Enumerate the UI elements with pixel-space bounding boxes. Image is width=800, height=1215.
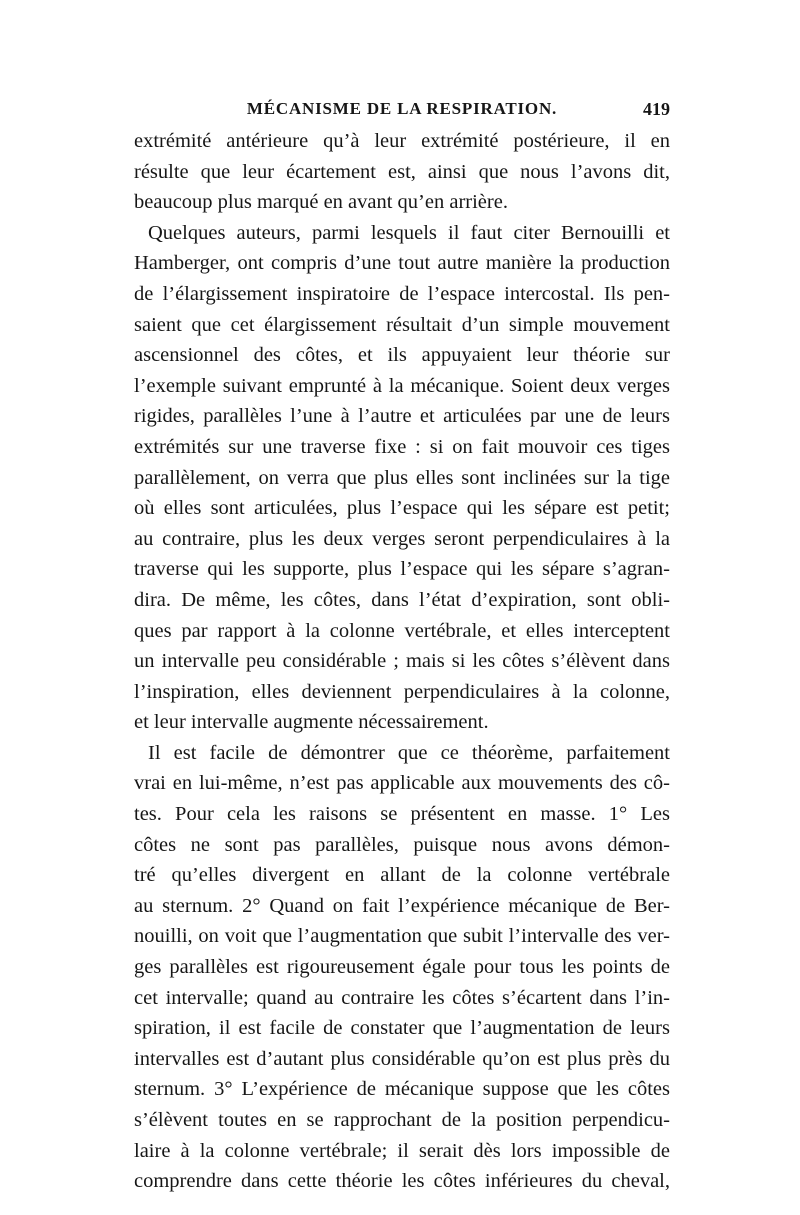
text-line: intervalles est d’autant plus considérable qu’on est plus près du — [134, 1047, 670, 1070]
text-line: comprendre dans cette théorie les côtes inférieures du cheval, — [134, 1170, 670, 1193]
text-line: de l’élargissement inspiratoire de l’espace intercostal. Ils pen- — [134, 282, 670, 305]
text-line: où elles sont articulées, plus l’espace qui les sépare est petit; — [134, 497, 670, 520]
text-line: l’inspiration, elles deviennent perpendiculaires à la colonne, — [134, 680, 670, 703]
running-header — [134, 97, 670, 123]
text-line: ascensionnel des côtes, et ils appuyaient leur théorie sur — [134, 344, 670, 367]
text-line: résulte que leur écartement est, ainsi que nous l’avons dit, — [134, 160, 670, 183]
text-line: extrémité antérieure qu’à leur extrémité postérieure, il en — [134, 130, 670, 152]
text-line: Il est facile de démontrer que ce théorème, parfaitement — [148, 741, 670, 764]
page-number: 419 — [643, 99, 670, 119]
text-line: l’exemple suivant emprunté à la mécanique. Soient deux verges — [134, 374, 670, 397]
text-line: au contraire, plus les deux verges seront perpendiculaires à la — [134, 527, 670, 550]
text-line: et leur intervalle augmente nécessairement. — [134, 711, 489, 734]
text-line: spiration, il est facile de constater que l’augmentation de leurs — [134, 1017, 670, 1040]
text-line: ges parallèles est rigoureusement égale pour tous les points de — [134, 956, 670, 979]
text-line: nouilli, on voit que l’augmentation que subit l’intervalle des ver- — [134, 925, 670, 948]
text-line: tré qu’elles divergent en allant de la colonne vertébrale — [134, 864, 670, 887]
text-line: Hamberger, ont compris d’une tout autre manière la production — [134, 252, 670, 275]
running-title: MÉCANISME DE LA RESPIRATION. — [246, 99, 558, 118]
text-line: côtes ne sont pas parallèles, puisque nous avons démon- — [134, 833, 670, 856]
text-line: Quelques auteurs, parmi lesquels il faut citer Bernouilli et — [148, 221, 670, 244]
text-line: parallèlement, on verra que plus elles sont inclinées sur la tige — [134, 466, 670, 489]
text-line: beaucoup plus marqué en avant qu’en arrière. — [134, 191, 508, 214]
text-line: traverse qui les supporte, plus l’espace qui les sépare s’agran- — [134, 558, 670, 581]
text-line: sternum. 3° L’expérience de mécanique suppose que les côtes — [134, 1078, 670, 1101]
text-line: au sternum. 2° Quand on fait l’expérience mécanique de Ber- — [134, 894, 670, 917]
text-line: rigides, parallèles l’une à l’autre et articulées par une de leurs — [134, 405, 670, 428]
text-line: saient que cet élargissement résultait d’un simple mouvement — [134, 313, 670, 336]
text-line: extrémités sur une traverse fixe : si on fait mouvoir ces tiges — [134, 435, 670, 458]
text-line: vrai en lui-même, n’est pas applicable aux mouvements des cô- — [134, 772, 670, 795]
text-line: ques par rapport à la colonne vertébrale, et elles interceptent — [134, 619, 670, 642]
text-line: un intervalle peu considérable ; mais si les côtes s’élèvent dans — [134, 650, 670, 673]
text-line: dira. De même, les côtes, dans l’état d’expiration, sont obli- — [134, 588, 670, 611]
text-line: laire à la colonne vertébrale; il serait dès lors impossible de — [134, 1139, 670, 1162]
text-line: s’élèvent toutes en se rapprochant de la position perpendicu- — [134, 1109, 670, 1131]
text-line: cet intervalle; quand au contraire les côtes s’écartent dans l’in- — [134, 986, 670, 1009]
text-line: tes. Pour cela les raisons se présentent en masse. 1° Les — [134, 803, 670, 826]
body-text — [134, 126, 670, 1197]
